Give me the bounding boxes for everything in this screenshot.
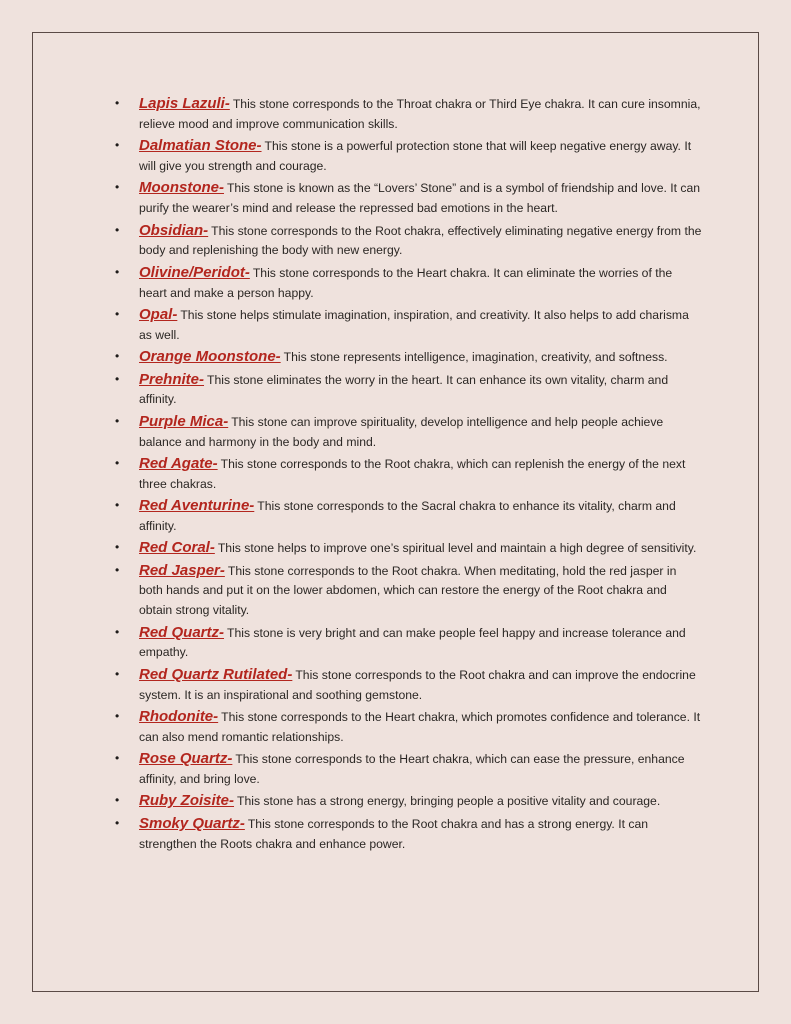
list-item	[113, 665, 703, 706]
stone-description: This stone corresponds to the Root chakra, effectively eliminating negative energy from the body and replenishing the body with new energy.	[139, 223, 702, 258]
stone-name: Smoky Quartz-	[139, 814, 245, 832]
list-item	[113, 221, 703, 262]
stone-name: Moonstone-	[139, 179, 224, 197]
bullet-icon: •	[115, 498, 120, 513]
stone-description: This stone helps stimulate imagination, inspiration, and creativity. It also helps to add charisma as well.	[139, 307, 689, 342]
stone-description: This stone corresponds to the Throat chakra or Third Eye chakra. It can cure insomnia, relieve mood and improve communication skills.	[139, 97, 701, 131]
stone-description: This stone is a powerful protection stone that will keep negative energy away. It will give you strength and courage.	[139, 139, 692, 173]
stone-name: Red Agate-	[139, 454, 218, 472]
stone-name: Red Coral-	[139, 539, 215, 557]
stone-description: This stone corresponds to the Root chakra, which can replenish the energy of the next three chakras.	[139, 456, 686, 491]
stone-description: This stone can improve spirituality, develop intelligence and help people achieve balance and harmony in the body and mind.	[139, 414, 664, 449]
stone-description: This stone eliminates the worry in the heart. It can enhance its own vitality, charm and affinity.	[139, 372, 669, 407]
list-item	[113, 263, 703, 304]
bullet-icon: •	[115, 562, 120, 577]
stone-name: Lapis Lazuli-	[139, 95, 230, 112]
bullet-icon: •	[115, 96, 120, 110]
bullet-icon: •	[115, 540, 120, 555]
stone-description: This stone corresponds to the Heart chakra, which promotes confidence and tolerance. It can also mend romantic relationships.	[139, 710, 701, 744]
stone-description: This stone corresponds to the Heart chakra, which can ease the pressure, enhance affinity, and bring love.	[139, 752, 685, 786]
stone-description: This stone is known as the “Lovers’ Stone” and is a symbol of friendship and love. It can purify the wearer’s mind and release the repressed bad emotions in the heart.	[139, 181, 701, 216]
stone-description: This stone has a strong energy, bringing people a positive vitality and courage.	[237, 794, 661, 809]
list-item	[113, 370, 703, 411]
list-item	[113, 496, 703, 537]
stone-list	[113, 94, 703, 856]
stone-name: Purple Mica-	[139, 412, 229, 430]
stone-description: This stone corresponds to the Root chakra and has a strong energy. It can strengthen the Roots chakra and enhance power.	[139, 816, 649, 851]
list-item	[113, 707, 703, 748]
stone-name: Red Quartz-	[139, 623, 225, 641]
stone-name: Obsidian-	[139, 221, 209, 239]
list-item	[113, 791, 703, 812]
list-item	[113, 561, 703, 621]
stone-description: This stone is very bright and can make people feel happy and increase tolerance and empathy.	[139, 625, 686, 660]
stone-name: Ruby Zoisite-	[139, 792, 235, 810]
bullet-icon: •	[115, 751, 120, 766]
bullet-icon: •	[115, 371, 120, 386]
list-item	[113, 305, 703, 346]
bullet-icon: •	[115, 222, 120, 237]
stone-name: Red Jasper-	[139, 561, 225, 579]
stone-name: Red Quartz Rutilated-	[139, 665, 293, 683]
stone-description: This stone corresponds to the Sacral chakra to enhance its vitality, charm and affinity.	[139, 499, 676, 533]
bullet-icon: •	[115, 455, 120, 470]
list-item	[113, 178, 703, 219]
stone-name: Olivine/Peridot-	[139, 263, 250, 281]
stone-name: Red Aventurine-	[139, 497, 255, 515]
stone-name: Opal-	[139, 305, 178, 323]
list-item	[113, 412, 703, 453]
stone-description: This stone helps to improve one’s spiritual level and maintain a high degree of sensitivity.	[217, 541, 697, 556]
list-item	[113, 538, 703, 559]
bullet-icon: •	[115, 624, 120, 639]
bullet-icon: •	[115, 815, 120, 830]
stone-description: This stone represents intelligence, imagination, creativity, and softness.	[283, 350, 668, 365]
stone-description: This stone corresponds to the Root chakra and can improve the endocrine system. It is an inspirational and soothing gemstone.	[139, 667, 696, 702]
bullet-icon: •	[115, 306, 120, 321]
bullet-icon: •	[115, 666, 120, 681]
bullet-icon: •	[115, 413, 120, 428]
stone-name: Rhodonite-	[139, 708, 219, 726]
stone-description: This stone corresponds to the Root chakra. When meditating, hold the red jasper in both hands and put it on the lower abdomen, which can restore the energy of the Root chakra and obtain strong vitality.	[139, 563, 677, 618]
list-item	[113, 347, 703, 368]
list-item	[113, 623, 703, 664]
list-item	[113, 94, 703, 135]
stone-name: Orange Moonstone-	[139, 348, 281, 366]
list-item	[113, 136, 703, 177]
list-item	[113, 454, 703, 495]
bullet-icon: •	[115, 793, 120, 808]
stone-name: Rose Quartz-	[139, 750, 233, 768]
bullet-icon: •	[115, 264, 120, 279]
bullet-icon: •	[115, 709, 120, 724]
stone-description: This stone corresponds to the Heart chakra. It can eliminate the worries of the heart and make a person happy.	[139, 265, 673, 300]
bullet-icon: •	[115, 180, 120, 195]
bullet-icon: •	[115, 349, 120, 364]
stone-name: Prehnite-	[139, 370, 205, 388]
list-item	[113, 749, 703, 790]
bullet-icon: •	[115, 138, 120, 153]
list-item	[113, 814, 703, 855]
stone-name: Dalmatian Stone-	[139, 137, 262, 155]
